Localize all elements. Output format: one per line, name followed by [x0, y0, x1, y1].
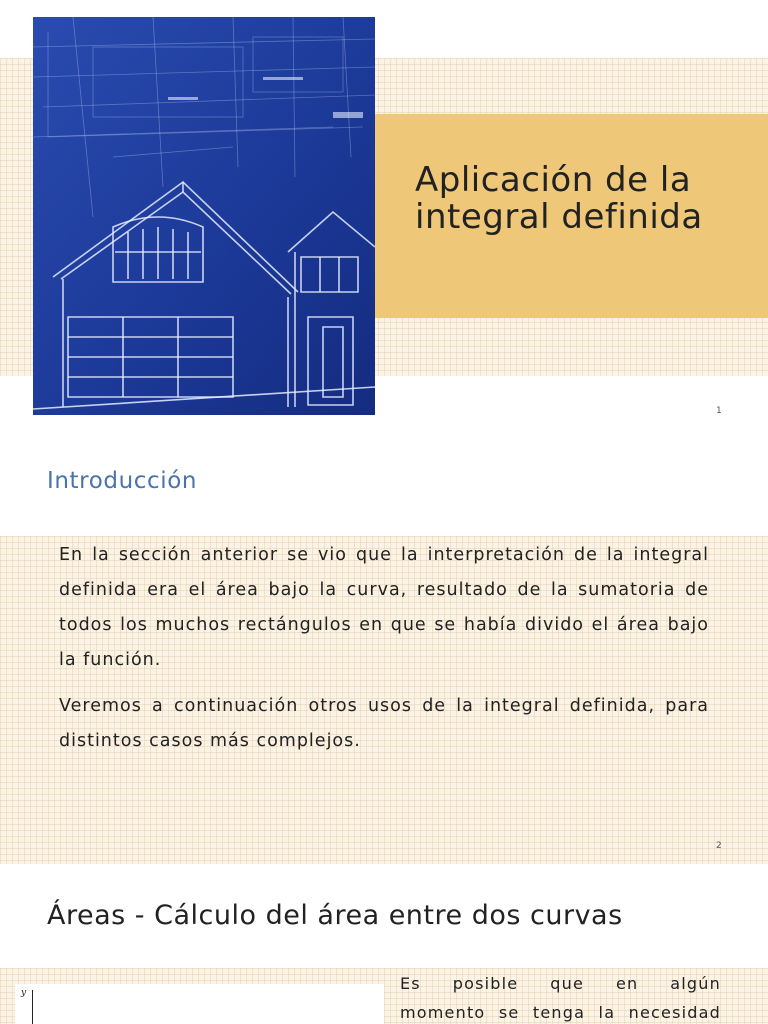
- paragraph-uses: Veremos a continuación otros usos de la integral definida, para distintos casos más complejos.: [59, 696, 709, 751]
- word: tenga: [532, 1003, 586, 1022]
- graph-figure: [15, 984, 384, 1024]
- text-line-2: [400, 1003, 721, 1022]
- slide-1: [0, 0, 768, 432]
- content-area: [0, 968, 768, 1024]
- page-number: 1: [716, 406, 722, 416]
- word: necesidad: [628, 1003, 721, 1022]
- blueprint-house-image: [33, 17, 375, 415]
- text-line-1: [400, 974, 721, 993]
- word: Es: [400, 974, 421, 993]
- slide-3: [0, 864, 768, 1024]
- word: algún: [670, 974, 721, 993]
- paragraph-intro: En la sección anterior se vio que la interpretación de la integral definida era el área bajo la curva, resultado de la sumatoria de todos los muchos rectángulos en que se había divido el área bajo la función.: [59, 545, 709, 670]
- title-box: [375, 114, 768, 318]
- page-number: 2: [716, 841, 722, 851]
- y-axis-label: y: [21, 988, 27, 998]
- section-title: Áreas - Cálculo del área entre dos curvas: [47, 900, 623, 931]
- word: posible: [452, 974, 519, 993]
- presentation-title: Aplicación de la integral definida: [415, 160, 703, 237]
- content-area: [0, 536, 768, 864]
- word: se: [498, 1003, 520, 1022]
- word: la: [598, 1003, 616, 1022]
- slide-2: [0, 432, 768, 864]
- word: momento: [400, 1003, 486, 1022]
- section-title: Introducción: [47, 468, 198, 494]
- word: que: [550, 974, 585, 993]
- word: en: [615, 974, 639, 993]
- y-axis: [32, 990, 33, 1024]
